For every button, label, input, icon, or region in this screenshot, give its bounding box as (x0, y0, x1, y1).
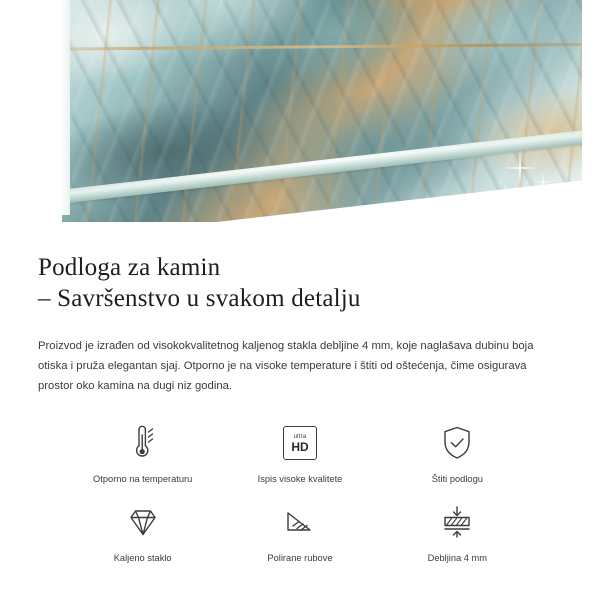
feature-label: Štiti podlogu (431, 474, 483, 484)
feature-label: Kaljeno staklo (113, 553, 172, 563)
feature-item-temperature (64, 422, 221, 485)
description-paragraph: Proizvod je izrađen od visokokvalitetnog kaljenog stakla debljine 4 mm, koje naglašava dubinu boja otiska i pruža elegantan sjaj. Otporno je na visoke temperature i štiti od oštećenja, čime osigurava prostor oko kamina na dugi niz godina. (38, 340, 534, 392)
thickness-4mm-icon (437, 501, 477, 543)
badge-top-text: ultra (293, 433, 307, 440)
polished-edges-icon (280, 501, 320, 543)
feature-label: Polirane rubove (267, 553, 333, 563)
feature-grid (38, 422, 562, 564)
feature-label: Ispis visoke kvalitete (257, 474, 343, 484)
shield-check-icon (438, 422, 476, 464)
ultra-hd-badge-icon (283, 422, 317, 464)
feature-item-thickness (379, 501, 536, 564)
plate-left-mask (48, 0, 70, 215)
page-title (38, 252, 562, 314)
feature-item-polished-edges (221, 501, 378, 564)
feature-label: Debljina 4 mm (427, 553, 488, 563)
hero-product-image (0, 0, 600, 222)
feature-item-print-quality (221, 422, 378, 485)
thermometer-icon (125, 422, 161, 464)
badge-main-text: HD (291, 439, 309, 454)
headline-line-2: – Savršenstvo u svakom detalju (38, 285, 361, 312)
content-block (0, 222, 600, 564)
feature-item-surface-protection (379, 422, 536, 485)
feature-item-tempered-glass (64, 501, 221, 564)
diamond-icon (124, 501, 162, 543)
feature-label: Otporno na temperaturu (93, 474, 193, 484)
headline-line-1: Podloga za kamin (38, 254, 221, 281)
